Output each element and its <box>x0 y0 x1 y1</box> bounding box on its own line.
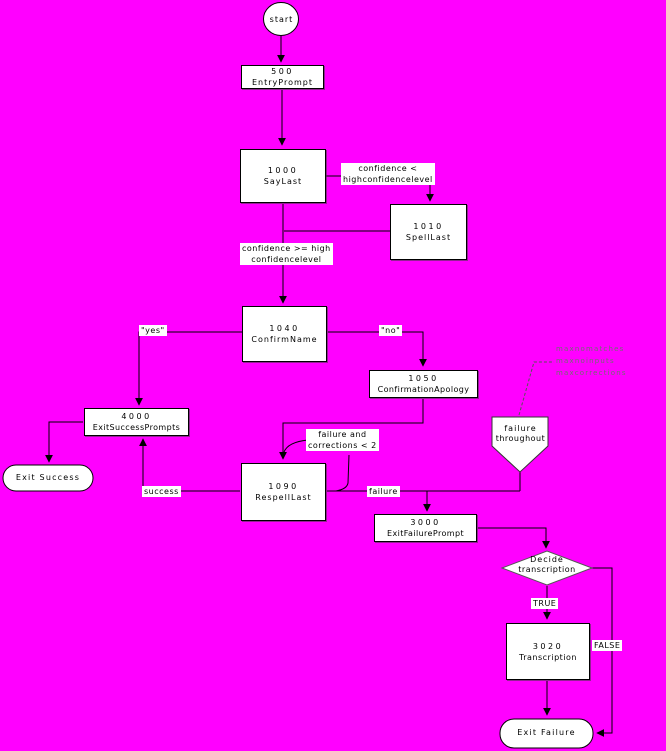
node-exit-success-prompts-id: 4000 <box>121 412 152 421</box>
edge-yes-to-exitsuccessprompts <box>139 332 242 405</box>
edge-label-yes: "yes" <box>141 326 165 335</box>
edge-label-failure-corrections <box>306 429 379 451</box>
edge-to-exitsuccess <box>49 422 83 462</box>
edge-success-to-exitsuccessprompts <box>143 439 240 491</box>
decide-line1: Decide <box>530 555 564 564</box>
node-spell-last <box>390 204 467 260</box>
node-exit-failure-prompt <box>374 514 477 542</box>
node-say-last-id: 1000 <box>267 166 299 175</box>
edge-label-no: "no" <box>381 326 401 335</box>
edge-label-confidence-high <box>240 243 333 265</box>
edge-label-confidence-low <box>341 163 435 185</box>
node-exit-failure-prompt-id: 3000 <box>410 518 441 527</box>
annotation-globals <box>556 343 627 379</box>
edge-no-to-confirmationapology <box>328 332 423 366</box>
annotation-line-maxnoinputs: maxnoinputs <box>556 357 615 365</box>
node-say-last-name: SayLast <box>263 177 303 186</box>
edge-label-failure-corrections-line2: corrections < 2 <box>308 441 377 450</box>
start-label: start <box>269 15 294 24</box>
node-say-last <box>240 149 326 203</box>
node-confirm-name <box>242 306 327 362</box>
node-spell-last-name: SpellLast <box>405 233 452 242</box>
edge-label-confidence-low-line2: highconfidencelevel <box>343 175 433 184</box>
edge-label-confidence-high-line2: confidencelevel <box>251 255 322 264</box>
edge-exitfailureprompt-to-decide <box>478 528 546 548</box>
node-respell-last <box>241 463 326 521</box>
edge-respelllast-selfloop-out <box>336 455 349 491</box>
node-transcription-name: Transcription <box>519 652 577 662</box>
edge-label-failure-corrections-line1: failure and <box>318 430 367 439</box>
node-entry-prompt-id: 500 <box>271 67 294 76</box>
node-transcription-id: 3020 <box>532 641 564 651</box>
failure-throughout-line1: failure <box>504 424 537 433</box>
exit-failure-label: Exit Failure <box>517 728 576 737</box>
failure-throughout-line2: throughout <box>495 434 546 443</box>
annotation-line-maxcorrections: maxcorrections <box>556 369 627 377</box>
edge-label-true: TRUE <box>533 599 557 608</box>
edge-label-success: success <box>144 487 179 496</box>
edge-label-confidence-low-line1: confidence < <box>358 164 418 173</box>
node-exit-success-prompts <box>84 408 189 436</box>
node-confirmation-apology <box>369 370 478 398</box>
decide-line2: transcription <box>518 565 576 574</box>
node-entry-prompt-name: EntryPrompt <box>252 78 313 87</box>
annotation-leader-line <box>519 362 554 415</box>
node-exit-success-prompts-name: ExitSuccessPrompts <box>92 423 181 432</box>
node-respell-last-id: 1090 <box>268 482 299 491</box>
edge-label-failure: failure <box>369 487 398 496</box>
annotation-line-maxnomatches: maxnomatches <box>556 345 625 353</box>
edge-label-confidence-high-line1: confidence >= high <box>242 244 331 253</box>
node-confirm-name-id: 1040 <box>269 324 300 333</box>
node-confirmation-apology-name: ConfirmationApology <box>377 385 470 394</box>
decide-transcription-label <box>495 555 599 575</box>
node-transcription <box>506 623 590 680</box>
node-entry-prompt <box>241 65 324 89</box>
node-confirmation-apology-id: 1050 <box>408 374 439 383</box>
node-spell-last-id: 1010 <box>413 222 444 231</box>
failure-throughout-label <box>492 424 549 444</box>
edge-respelllast-selfloop-in <box>284 440 308 452</box>
node-respell-last-name: RespellLast <box>255 493 312 502</box>
node-confirm-name-name: ConfirmName <box>251 335 318 344</box>
edge-label-false: FALSE <box>594 641 621 650</box>
exit-success-label: Exit Success <box>15 473 81 482</box>
node-exit-failure-prompt-name: ExitFailurePrompt <box>387 529 464 538</box>
